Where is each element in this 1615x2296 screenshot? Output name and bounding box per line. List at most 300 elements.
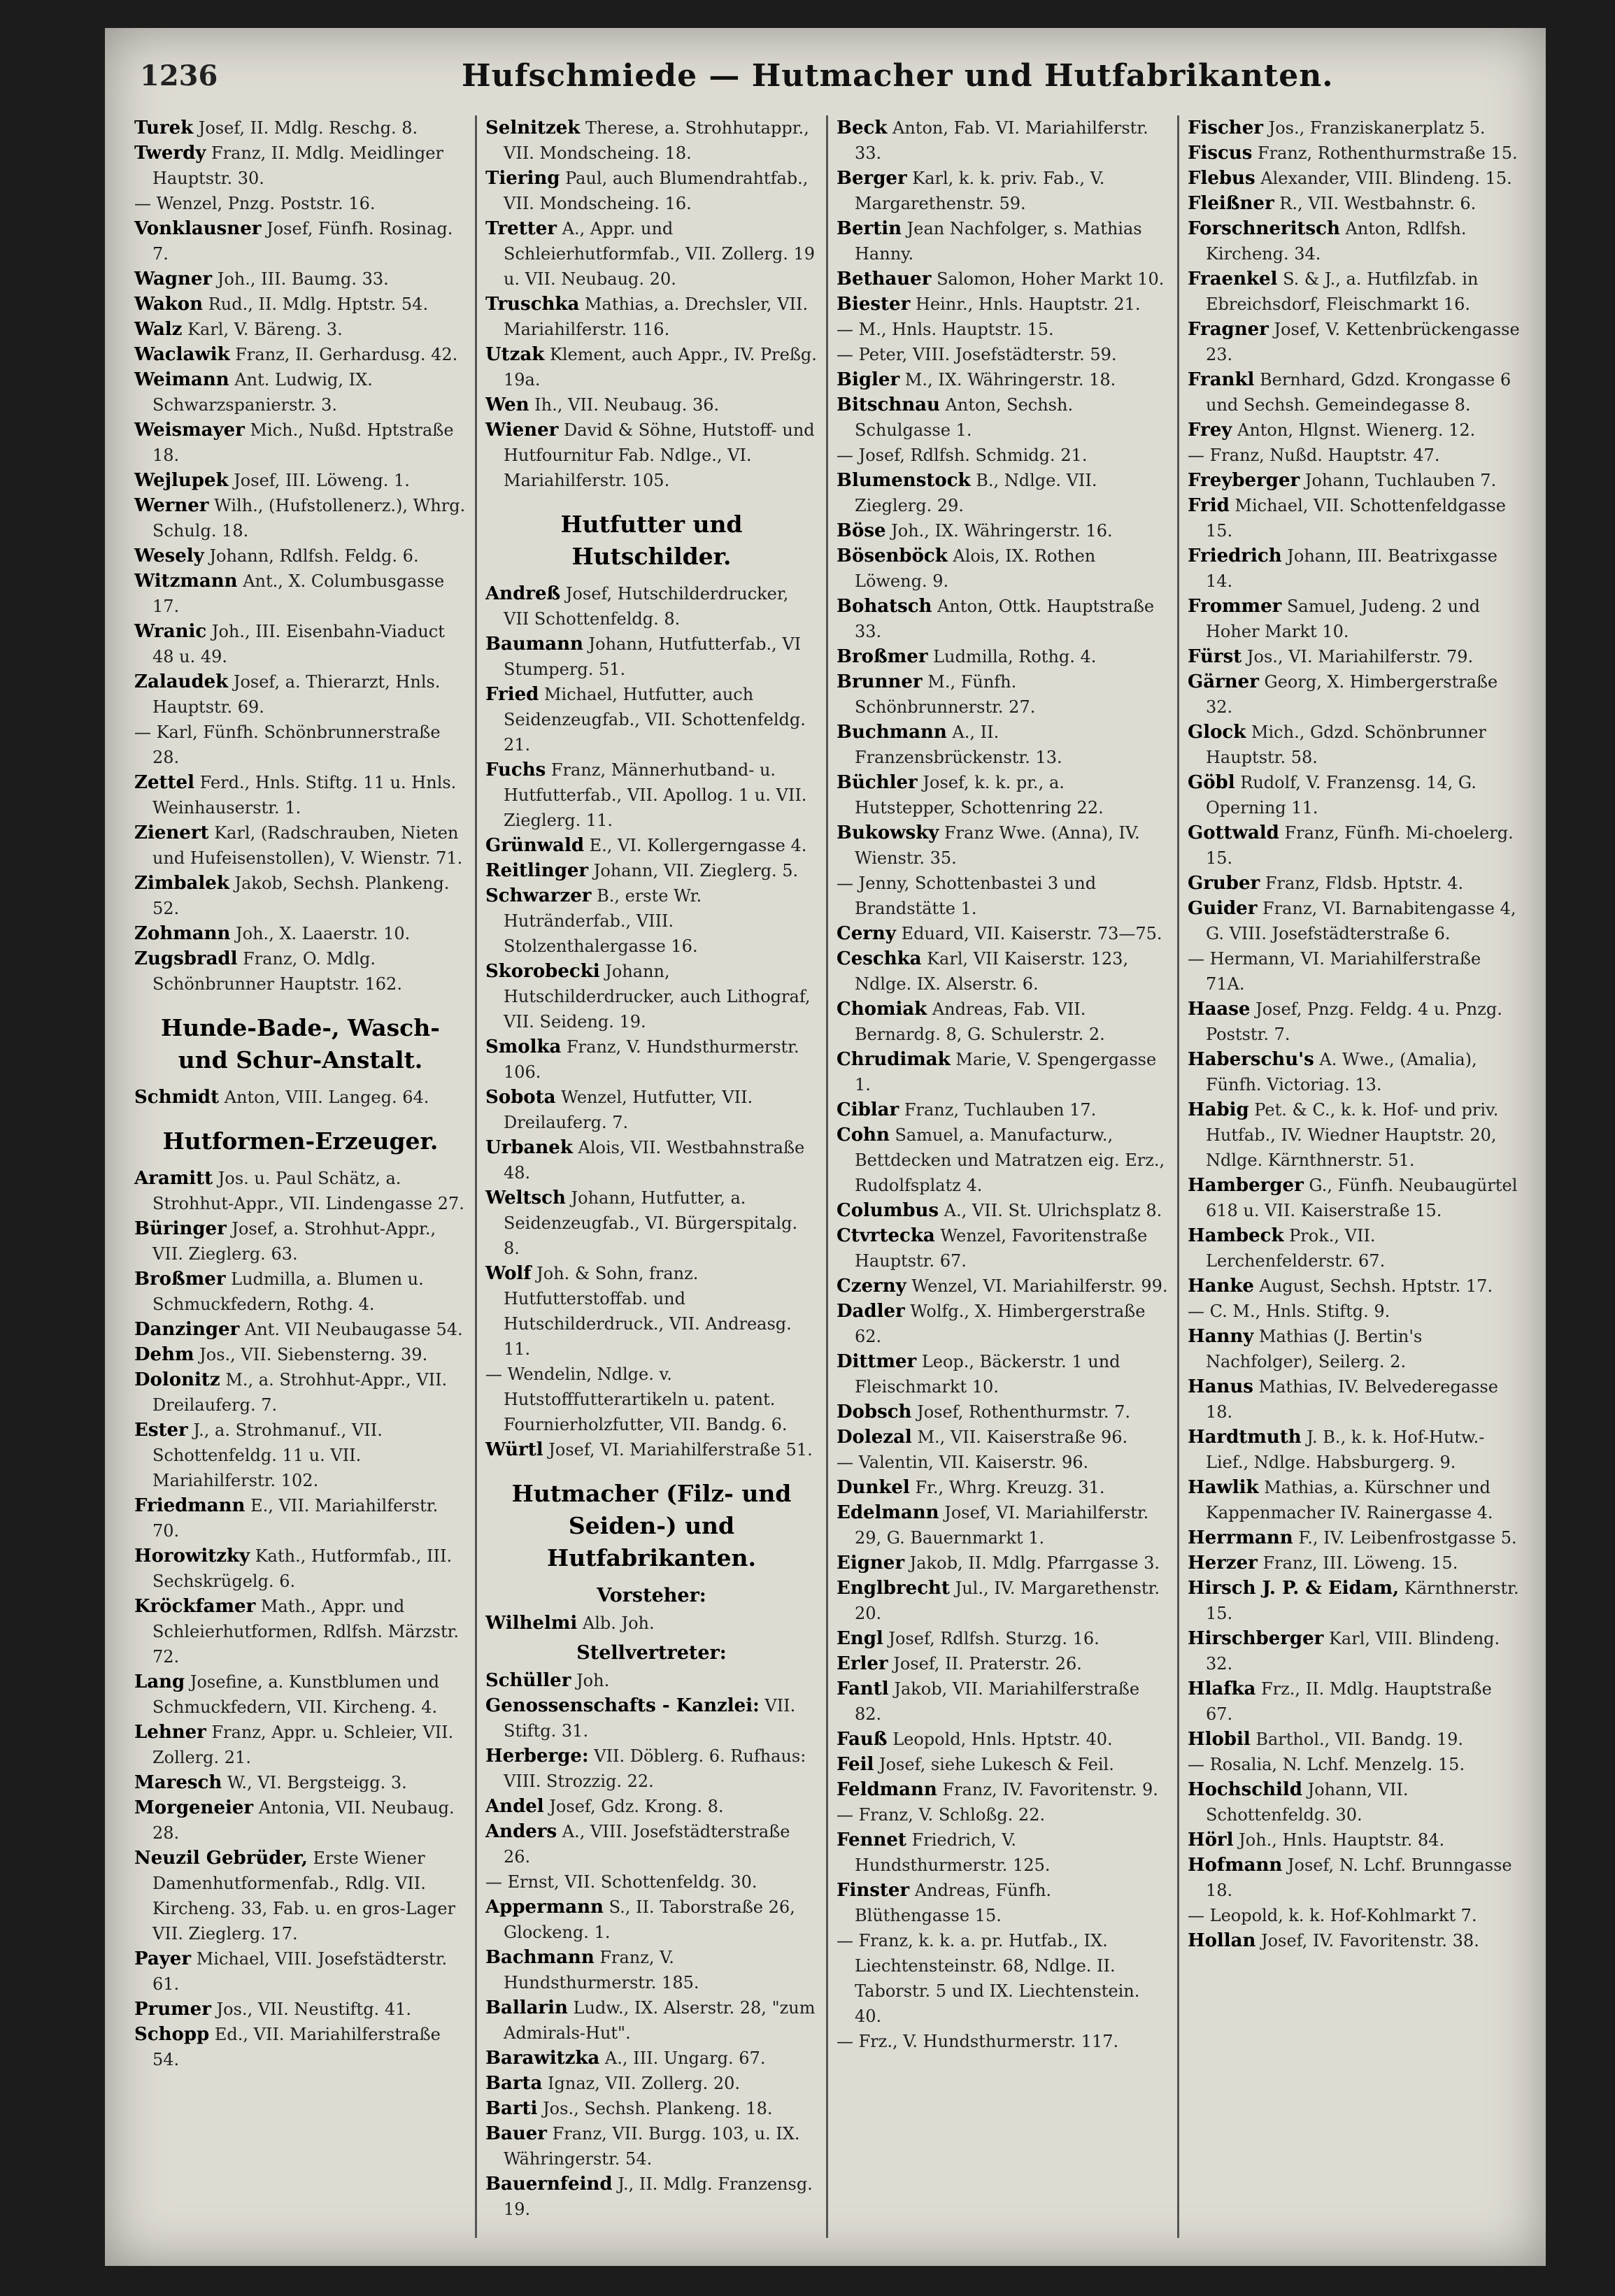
directory-entry — [837, 1752, 1169, 1777]
directory-entry — [485, 115, 818, 166]
entry-details: B., Ndlge. VII. Zieglerg. 29. — [855, 471, 1097, 515]
entry-name: Ctvrtecka — [837, 1225, 935, 1246]
directory-entry — [485, 1945, 818, 1995]
entry-details: R., VII. Westbahnstr. 6. — [1279, 194, 1477, 213]
entry-name: Brunner — [837, 671, 923, 692]
entry-details: — Franz, k. k. a. pr. Hutfab., IX. Liechtensteinstr. 68, Ndlge. II. Taborstr. 5 und IX. Liechtenstein. 40. — [837, 1931, 1140, 2026]
entry-details: Ant., X. Columbusgasse 17. — [152, 571, 445, 616]
directory-entry — [837, 292, 1169, 317]
entry-name: Sobota — [485, 1087, 556, 1108]
entry-details: Jakob, VII. Mariahilferstraße 82. — [855, 1679, 1140, 1724]
entry-name: Hlafka — [1188, 1678, 1256, 1699]
entry-name: Blumenstock — [837, 470, 971, 491]
entry-details: Wenzel, VI. Mariahilferstr. 99. — [911, 1276, 1168, 1296]
entry-details: Wenzel, Favoritenstraße Hauptstr. 67. — [855, 1226, 1148, 1271]
entry-details: Alois, IX. Rothen Löweng. 9. — [855, 546, 1096, 591]
entry-name: Zugsbradl — [134, 948, 238, 969]
entry-name: Büchler — [837, 772, 918, 793]
directory-entry — [134, 543, 467, 569]
entry-details: — C. M., Hnls. Stiftg. 9. — [1188, 1302, 1390, 1321]
entry-details: A., III. Ungarg. 67. — [604, 2048, 766, 2068]
entry-name: Fantl — [837, 1678, 889, 1699]
directory-entry — [134, 770, 467, 820]
entry-details: Klement, auch Appr., IV. Preßg. 19a. — [504, 345, 817, 390]
directory-entry — [485, 1135, 818, 1185]
directory-entry — [485, 1261, 818, 1362]
directory-entry — [1188, 1550, 1520, 1576]
directory-entry — [134, 1216, 467, 1267]
entry-details: Josef, III. Löweng. 1. — [234, 471, 410, 490]
directory-entry — [485, 166, 818, 216]
directory-entry — [134, 669, 467, 720]
entry-details: Rudolf, V. Franzensg. 14, G. Operning 11. — [1206, 773, 1477, 818]
entry-name: Broßmer — [134, 1269, 226, 1290]
directory-entry — [837, 1047, 1169, 1097]
entry-details: Prok., VII. Lerchenfelderstr. 67. — [1206, 1226, 1386, 1271]
directory-entry — [1188, 418, 1520, 443]
entry-details: Jos., VII. Siebensterng. 39. — [199, 1345, 428, 1364]
entry-name: Dolonitz — [134, 1369, 220, 1390]
entry-name: Beck — [837, 117, 888, 138]
directory-entry — [837, 1274, 1169, 1299]
entry-details: Franz, Tuchlauben 17. — [904, 1100, 1097, 1120]
entry-name: Werner — [134, 495, 209, 516]
directory-entry — [485, 1085, 818, 1135]
entry-details: Franz, Fünfh. Mi-choelerg. 15. — [1206, 823, 1514, 868]
directory-entry — [1188, 468, 1520, 493]
directory-entry — [837, 997, 1169, 1047]
entry-details: — Wendelin, Ndlge. v. Hutstofffutterartikeln u. patent. Fournierholzfutter, VII. Bandg. 6. — [485, 1364, 788, 1434]
entry-details: Mathias, IV. Belvederegasse 18. — [1206, 1377, 1498, 1422]
entry-details: Barthol., VII. Bandg. 19. — [1255, 1730, 1463, 1749]
entry-name: Tretter — [485, 218, 557, 239]
entry-name: Cohn — [837, 1125, 890, 1146]
entry-name: Schüller — [485, 1670, 571, 1691]
directory-entry — [485, 833, 818, 858]
entry-name: Zienert — [134, 822, 209, 843]
entry-details: Jos., Sechsh. Plankeng. 18. — [543, 2099, 773, 2118]
entry-details: Michael, Hutfutter, auch Seidenzeugfab., VII. Schottenfeldg. 21. — [504, 685, 806, 755]
directory-entry — [134, 1770, 467, 1795]
entry-details: A., VIII. Josefstädterstraße 26. — [504, 1822, 790, 1867]
entry-details: Josef, IV. Favoritenstr. 38. — [1261, 1931, 1479, 1951]
directory-entry — [134, 1493, 467, 1543]
directory-entry — [134, 292, 467, 317]
entry-name: Hörl — [1188, 1830, 1234, 1851]
directory-entry — [1188, 1097, 1520, 1173]
directory-entry — [1188, 594, 1520, 644]
directory-entry — [837, 1827, 1169, 1878]
entry-name: Kröckfamer — [134, 1596, 256, 1617]
entry-name: Fauß — [837, 1729, 888, 1750]
entry-details: Jul., IV. Margarethenstr. 20. — [855, 1578, 1160, 1623]
directory-entry — [134, 1997, 467, 2022]
directory-entry — [837, 317, 1169, 342]
entry-name: Appermann — [485, 1897, 604, 1918]
directory-entry — [1188, 115, 1520, 141]
section-subheading: Stellvertreter: — [576, 1642, 727, 1664]
entry-details: Alb. Joh. — [582, 1613, 655, 1633]
entry-details: Fr., Whrg. Kreuzg. 31. — [915, 1478, 1105, 1497]
directory-entry — [837, 392, 1169, 443]
entry-details: Andreas, Fab. VII. Bernardg. 8, G. Schulerstr. 2. — [855, 999, 1105, 1044]
entry-details: Josef, a. Thierarzt, Hnls. Hauptstr. 69. — [152, 672, 441, 717]
entry-name: Weltsch — [485, 1188, 566, 1208]
directory-entry — [837, 720, 1169, 770]
entry-name: Feil — [837, 1754, 874, 1775]
entry-name: Dittmer — [837, 1351, 917, 1372]
column-1 — [126, 115, 477, 2238]
entry-name: Witzmann — [134, 571, 238, 592]
entry-details: Karl, k. k. priv. Fab., V. Margarethenstr. 59. — [855, 169, 1105, 213]
entry-details: Wenzel, Hutfutter, VII. Dreilauferg. 7. — [504, 1088, 753, 1132]
directory-entry — [134, 1846, 467, 1946]
entry-name: Herzer — [1188, 1553, 1258, 1574]
entry-name: Ballarin — [485, 1997, 568, 2018]
entry-details: Franz Wwe. (Anna), IV. Wienstr. 35. — [855, 823, 1140, 868]
entry-name: Hlobil — [1188, 1729, 1251, 1750]
directory-entry — [1188, 1928, 1520, 1953]
section-heading: Hutformen-Erzeuger. — [162, 1127, 439, 1155]
directory-entry — [837, 1198, 1169, 1223]
entry-name: Dunkel — [837, 1477, 910, 1498]
entry-details: Eduard, VII. Kaiserstr. 73—75. — [901, 924, 1162, 943]
entry-details: Joh., III. Baumg. 33. — [217, 269, 389, 289]
directory-entry — [485, 342, 818, 392]
entry-name: Hochschild — [1188, 1779, 1302, 1800]
entry-details: Josef, VI. Mariahilferstr. 29, G. Bauernmarkt 1. — [855, 1503, 1149, 1548]
entry-details: Johann, VII. Schottenfeldg. 30. — [1206, 1780, 1409, 1825]
directory-entry — [837, 166, 1169, 216]
entry-details: Josef, k. k. pr., a. Hutstepper, Schottenring 22. — [855, 773, 1104, 818]
directory-entry — [485, 1693, 818, 1744]
entry-details: S., II. Taborstraße 26, Glockeng. 1. — [504, 1897, 795, 1942]
entry-details: — Valentin, VII. Kaiserstr. 96. — [837, 1453, 1089, 1472]
entry-name: Friedmann — [134, 1495, 246, 1516]
entry-name: Bethauer — [837, 269, 932, 290]
entry-details: Mich., Gdzd. Schönbrunner Hauptstr. 58. — [1206, 722, 1486, 767]
entry-name: Würtl — [485, 1439, 543, 1460]
directory-entry — [1188, 720, 1520, 770]
directory-entry — [1188, 1047, 1520, 1097]
entry-name: Grünwald — [485, 835, 584, 856]
directory-entry — [837, 820, 1169, 871]
entry-details: J. B., k. k. Hof-Hutw.-Lief., Ndlge. Habsburgerg. 9. — [1206, 1427, 1485, 1472]
directory-entry — [837, 1802, 1169, 1827]
entry-details: M., VII. Kaiserstraße 96. — [917, 1427, 1128, 1447]
entry-name: Hirsch J. P. & Eidam, — [1188, 1578, 1400, 1599]
directory-entry — [1188, 191, 1520, 216]
directory-entry — [1188, 820, 1520, 871]
directory-entry — [134, 1085, 467, 1110]
directory-entry — [485, 1034, 818, 1085]
entry-details: Josef, VI. Mariahilferstraße 51. — [548, 1440, 813, 1460]
entry-details: Kärnthnerstr. 15. — [1206, 1578, 1519, 1623]
entry-name: Finster — [837, 1880, 910, 1901]
directory-entry — [1188, 216, 1520, 266]
entry-details: Anton, VIII. Langeg. 64. — [224, 1088, 429, 1107]
entry-details: Jos., Franziskanerplatz 5. — [1268, 118, 1486, 138]
directory-entry — [134, 342, 467, 367]
entry-name: Fiscus — [1188, 143, 1253, 164]
entry-details: A., VII. St. Ulrichsplatz 8. — [944, 1201, 1162, 1220]
directory-entry — [837, 115, 1169, 166]
entry-name: Aramitt — [134, 1168, 213, 1189]
entry-name: Prumer — [134, 1999, 211, 2020]
entry-name: Hambeck — [1188, 1225, 1284, 1246]
entry-details: Johann, III. Beatrixgasse 14. — [1206, 546, 1497, 591]
entry-details: — Ernst, VII. Schottenfeldg. 30. — [485, 1872, 757, 1892]
directory-entry — [837, 1399, 1169, 1425]
entry-details: — Josef, Rdlfsh. Schmidg. 21. — [837, 445, 1088, 465]
directory-entry — [1188, 367, 1520, 418]
entry-details: Ferd., Hnls. Stiftg. 11 u. Hnls. Weinhauserstr. 1. — [152, 773, 457, 818]
directory-entry — [1188, 166, 1520, 191]
directory-entry — [134, 2022, 467, 2072]
entry-name: Haberschu's — [1188, 1049, 1314, 1070]
directory-entry — [134, 1317, 467, 1342]
entry-details: Mich., Nußd. Hptstraße 18. — [152, 420, 454, 465]
directory-entry — [1188, 770, 1520, 820]
entry-name: Fleißner — [1188, 193, 1274, 214]
entry-details: Friedrich, V. Hundsthurmerstr. 125. — [855, 1830, 1051, 1875]
entry-name: Frid — [1188, 495, 1230, 516]
directory-entry — [1188, 1827, 1520, 1853]
entry-details: Joh., IX. Währingerstr. 16. — [891, 521, 1113, 541]
directory-entry — [485, 2096, 818, 2121]
entry-name: Schwarzer — [485, 885, 592, 906]
directory-entry — [134, 141, 467, 191]
entry-name: Böse — [837, 520, 886, 541]
entry-name: Erler — [837, 1653, 888, 1674]
entry-name: Hanke — [1188, 1276, 1254, 1297]
entry-name: Bitschnau — [837, 394, 940, 415]
entry-name: Walz — [134, 319, 183, 340]
entry-details: Marie, V. Spengergasse 1. — [855, 1050, 1157, 1094]
directory-entry — [134, 418, 467, 468]
directory-entry — [837, 1928, 1169, 2029]
entry-name: Habig — [1188, 1099, 1249, 1120]
entry-name: Bauernfeind — [485, 2174, 613, 2195]
directory-entry — [837, 518, 1169, 543]
entry-details: Wolfg., X. Himbergerstraße 62. — [855, 1302, 1146, 1346]
entry-name: Fennet — [837, 1830, 906, 1851]
entry-details: Anton, Sechsh. Schulgasse 1. — [855, 395, 1074, 440]
directory-entry — [485, 959, 818, 1034]
entry-details: A., II. Franzensbrückenstr. 13. — [855, 722, 1062, 767]
entry-details: W., VI. Bergsteigg. 3. — [227, 1773, 407, 1792]
directory-entry — [1188, 946, 1520, 997]
entry-details: Franz, Rothenthurmstraße 15. — [1258, 143, 1518, 163]
entry-name: Hirschberger — [1188, 1628, 1324, 1649]
directory-entry — [837, 1777, 1169, 1802]
entry-name: Chrudimak — [837, 1049, 951, 1070]
entry-details: Karl, (Radschrauben, Nieten und Hufeisenstollen), V. Wienstr. 71. — [152, 823, 463, 868]
entry-name: Wesely — [134, 546, 204, 566]
entry-details: Josef, Pnzg. Feldg. 4 u. Pnzg. Poststr. 7. — [1206, 999, 1502, 1044]
entry-details: Johann, Rdlfsh. Feldg. 6. — [209, 546, 419, 566]
entry-details: — Wenzel, Pnzg. Poststr. 16. — [134, 194, 376, 213]
entry-details: Joh. — [576, 1671, 610, 1690]
entry-name: Weismayer — [134, 420, 245, 441]
entry-details: Ant. VII Neubaugasse 54. — [244, 1320, 463, 1339]
entry-name: Skorobecki — [485, 961, 600, 982]
entry-name: Anders — [485, 1821, 557, 1842]
directory-entry — [1188, 1475, 1520, 1525]
entry-name: Englbrecht — [837, 1578, 950, 1599]
directory-entry — [485, 1185, 818, 1261]
directory-entry — [134, 720, 467, 770]
entry-name: Columbus — [837, 1200, 939, 1221]
entry-name: Haase — [1188, 999, 1251, 1020]
directory-entry — [485, 1362, 818, 1437]
entry-details: Joh. & Sohn, franz. Hutfutterstoffab. und Hutschilderdruck., VII. Andreasg. 11. — [504, 1264, 792, 1359]
entry-details: Pet. & C., k. k. Hof- und priv. Hutfab., IV. Wiedner Hauptstr. 20, Ndlge. Kärnthnerstr. 51. — [1206, 1100, 1499, 1170]
directory-entry — [134, 1594, 467, 1669]
entry-details: Heinr., Hnls. Hauptstr. 21. — [915, 294, 1141, 314]
entry-name: Barti — [485, 2098, 538, 2119]
directory-entry — [837, 1122, 1169, 1198]
entry-details: Franz, O. Mdlg. Schönbrunner Hauptstr. 162. — [152, 949, 402, 994]
entry-name: Wen — [485, 394, 529, 415]
entry-details: Franz, III. Löweng. 15. — [1262, 1553, 1458, 1573]
entry-details: Anton, Ottk. Hauptstraße 33. — [855, 597, 1155, 641]
directory-entry — [485, 1744, 818, 1794]
directory-entry — [134, 619, 467, 669]
directory-entry — [485, 1794, 818, 1819]
directory-entry — [837, 594, 1169, 644]
entry-details: J., II. Mdlg. Franzensg. 19. — [504, 2174, 813, 2219]
entry-name: Fragner — [1188, 319, 1269, 340]
directory-entry — [1188, 1173, 1520, 1223]
entry-name: Reitlinger — [485, 860, 589, 881]
directory-entry — [485, 2172, 818, 2222]
directory-entry — [837, 1550, 1169, 1576]
entry-name: Glock — [1188, 722, 1246, 743]
column-4 — [1179, 115, 1528, 2238]
entry-details: Ed., VII. Mariahilferstraße 54. — [152, 2025, 441, 2069]
entry-details: F., IV. Leibenfrostgasse 5. — [1298, 1528, 1517, 1548]
entry-details: M., a. Strohhut-Appr., VII. Dreilauferg. 7. — [152, 1370, 448, 1415]
directory-entry — [485, 2046, 818, 2071]
entry-name: Göbl — [1188, 772, 1235, 793]
entry-name: Wejlupek — [134, 470, 229, 491]
entry-name: Forschneritsch — [1188, 218, 1340, 239]
directory-entry — [837, 543, 1169, 594]
directory-entry — [134, 1166, 467, 1216]
entry-name: Baumann — [485, 634, 583, 655]
directory-entry — [134, 317, 467, 342]
directory-entry — [1188, 1676, 1520, 1727]
entry-details: Franz, II. Gerhardusg. 42. — [235, 345, 458, 364]
page-number: 1236 — [140, 59, 218, 92]
entry-details: Jos. u. Paul Schätz, a. Strohhut-Appr., VII. Lindengasse 27. — [152, 1169, 464, 1213]
entry-details: Alois, VII. Westbahnstraße 48. — [504, 1138, 805, 1183]
directory-entry — [485, 682, 818, 757]
entry-details: Jos., VI. Mariahilferstr. 79. — [1246, 647, 1474, 666]
entry-name: Danzinger — [134, 1319, 240, 1340]
entry-name: Waclawik — [134, 344, 230, 365]
entry-name: Fuchs — [485, 760, 546, 780]
directory-entry — [485, 632, 818, 682]
entry-details: Franz, VII. Burgg. 103, u. IX. Währingerstr. 54. — [504, 2124, 800, 2169]
entry-name: Wakon — [134, 294, 204, 315]
directory-entry — [1188, 1903, 1520, 1928]
entry-name: Flebus — [1188, 168, 1255, 189]
directory-entry — [485, 392, 818, 418]
column-2 — [477, 115, 828, 2238]
entry-name: Schopp — [134, 2024, 210, 2045]
entry-details: — Jenny, Schottenbastei 3 und Brandstätte 1. — [837, 874, 1097, 918]
entry-name: Horowitzky — [134, 1546, 250, 1567]
directory-entry — [837, 946, 1169, 997]
entry-details: VII. Döblerg. 6. Rufhaus: VIII. Strozzig. 22. — [504, 1746, 806, 1791]
entry-details: A. Wwe., (Amalia), Fünfh. Victoriag. 13. — [1206, 1050, 1477, 1094]
entry-details: Josef, N. Lchf. Brunngasse 18. — [1206, 1855, 1512, 1900]
entry-details: Michael, VIII. Josefstädterstr. 61. — [152, 1949, 448, 1994]
entry-name: Eigner — [837, 1553, 905, 1574]
directory-entry — [837, 1500, 1169, 1550]
section-subheading: Vorsteher: — [597, 1585, 706, 1606]
directory-entry — [1188, 871, 1520, 896]
directory-entry — [485, 1611, 818, 1636]
entry-details: Franz, Appr. u. Schleier, VII. Zollerg. 21. — [152, 1723, 454, 1767]
entry-details: Josef, II. Praterstr. 26. — [893, 1654, 1082, 1674]
entry-name: Ceschka — [837, 948, 922, 969]
entry-name: Hawlik — [1188, 1477, 1259, 1498]
directory-entry — [837, 1299, 1169, 1349]
directory-entry — [134, 493, 467, 543]
entry-details: Josef, II. Mdlg. Reschg. 8. — [198, 118, 418, 138]
entry-details: Frz., II. Mdlg. Hauptstraße 67. — [1206, 1679, 1492, 1724]
entry-name: Hanny — [1188, 1326, 1254, 1347]
directory-entry — [837, 2029, 1169, 2054]
entry-name: Morgeneier — [134, 1797, 254, 1818]
directory-entry — [1188, 997, 1520, 1047]
entry-details: S. & J., a. Hutfilzfab. in Ebreichsdorf, Fleischmarkt 16. — [1206, 269, 1479, 314]
entry-details: Josef, a. Strohhut-Appr., VII. Zieglerg. 63. — [152, 1219, 436, 1264]
entry-details: Joh., III. Eisenbahn-Viaduct 48 u. 49. — [152, 622, 445, 666]
entry-name: Herrmann — [1188, 1527, 1293, 1548]
directory-entry — [134, 1720, 467, 1770]
entry-details: Michael, VII. Schottenfeldgasse 15. — [1206, 496, 1506, 541]
entry-details: Andreas, Fünfh. Blüthengasse 15. — [855, 1881, 1052, 1925]
directory-entry — [134, 1795, 467, 1846]
directory-entry — [1188, 1374, 1520, 1425]
directory-entry — [134, 1267, 467, 1317]
entry-name: Berger — [837, 168, 907, 189]
entry-details: Josef, Rothenthurmstr. 7. — [917, 1402, 1130, 1422]
entry-name: Hanus — [1188, 1376, 1253, 1397]
entry-name: Freyberger — [1188, 470, 1300, 491]
directory-entry — [485, 1995, 818, 2046]
directory-entry — [1188, 1274, 1520, 1299]
entry-name: Wranic — [134, 621, 207, 642]
entry-name: Selnitzek — [485, 117, 581, 138]
entry-name: Biester — [837, 294, 911, 315]
entry-name: Bertin — [837, 218, 902, 239]
directory-entry — [837, 871, 1169, 921]
page-header — [140, 52, 1518, 101]
entry-name: Chomiak — [837, 999, 927, 1020]
directory-columns — [126, 115, 1528, 2238]
entry-name: Cerny — [837, 923, 896, 944]
entry-details: Paul, auch Blumendrahtfab., VII. Mondscheing. 16. — [504, 169, 809, 213]
entry-name: Vonklausner — [134, 218, 262, 239]
entry-name: Zalaudek — [134, 671, 229, 692]
entry-name: Fürst — [1188, 646, 1242, 667]
entry-name: Hofmann — [1188, 1855, 1283, 1876]
